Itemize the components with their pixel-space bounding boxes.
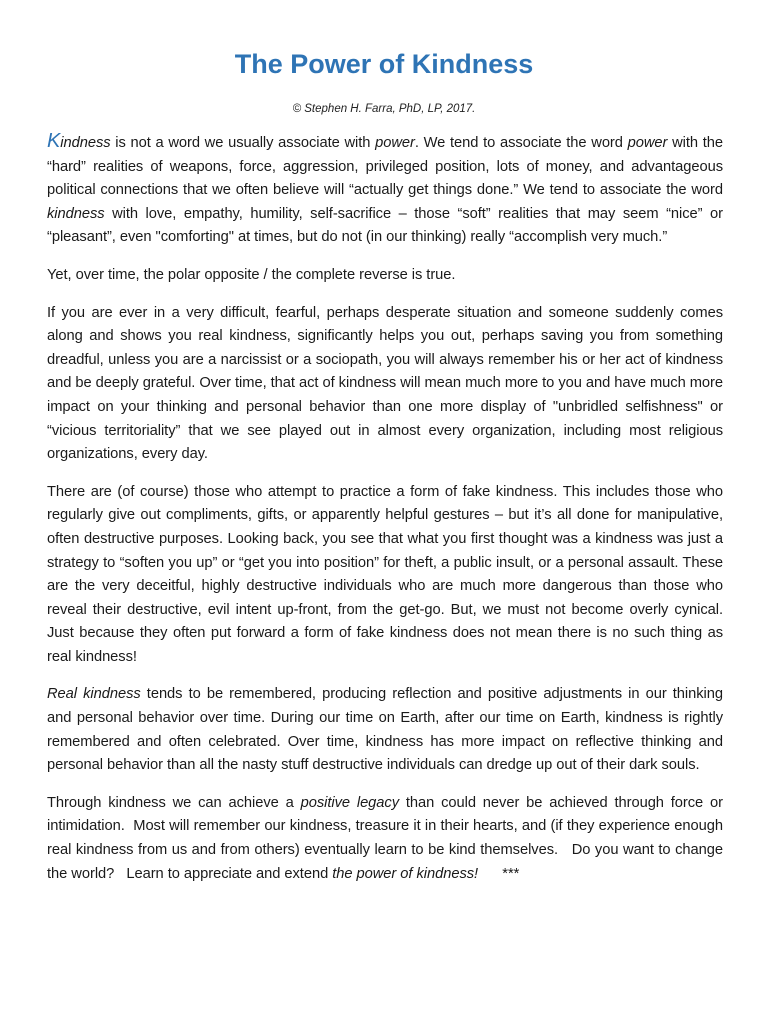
article-body [47, 130, 728, 900]
author-byline: © Stephen H. Farra, PhD, LP, 2017. [292, 103, 476, 115]
paragraph-4: There are (of course) those who attempt to practice a form of fake kindness. This includes those who regularly give out compliments, gifts, or apparently helpful gestures – but it’s all done for manipulative, often destructive purposes. Looking back, you see that what you first thought was a kindness was just a strategy to “soften you up” or “get you into position” for theft, a public insult, or a personal assault. These are the very deceitful, highly destructive individuals who are much more dangerous than those who reveal their destructive, evil intent up-front, from the get-go. But, we must not become overly cynical. Just because they often put forward a form of fake kindness does not mean there is no such thing as real kindness! [47, 483, 723, 665]
paragraph-2: Yet, over time, the polar opposite / the complete reverse is true. [47, 266, 456, 283]
paragraph-1: Kindness is not a word we usually associate with power. We tend to associate the word power with the “hard” realities of weapons, force, aggression, privileged position, lots of money, and advantageous political connections that we often believe will “actually get things done.” We tend to associate the word kindness with love, empathy, humility, self-sacrifice – those “soft” realities that may seem “nice” or “pleasant”, even "comforting" at times, but do not (in our thinking) really “accomplish very much.” [47, 130, 724, 246]
paragraph-5: Real kindness tends to be remembered, producing reflection and positive adjustments in our thinking and personal behavior over time. During our time on Earth, after our time on Earth, kindness is rightly remembered and often celebrated. Over time, kindness has more impact on reflective thinking and personal behavior than all the nasty stuff destructive individuals can dredge up out of their dark souls. [47, 686, 723, 774]
drop-cap: K [47, 130, 61, 152]
paragraph-3: If you are ever in a very difficult, fearful, perhaps desperate situation and someone suddenly comes along and shows you real kindness, significantly helps you out, perhaps saving you from something dreadful, unless you are a narcissist or a sociopath, you will always remember his or her act of kindness and be deeply grateful. Over time, that act of kindness will mean much more to you and have much more impact on your thinking and personal behavior than one more display of "unbridled selfishness" or “vicious territoriality” that we see played out in almost every organization, including most religious organizations, every day. [47, 304, 723, 463]
paragraph-6: Through kindness we can achieve a positive legacy than could never be achieved through force or intimidation. Most will remember our kindness, treasure it in their hearts, and (if they experience enough real kindness from us and from others) eventually learn to be kind themselves. Do you want to change the world? Learn to appreciate and extend the power of kindness! *** [47, 794, 728, 882]
page-title: The Power of Kindness [234, 49, 534, 79]
